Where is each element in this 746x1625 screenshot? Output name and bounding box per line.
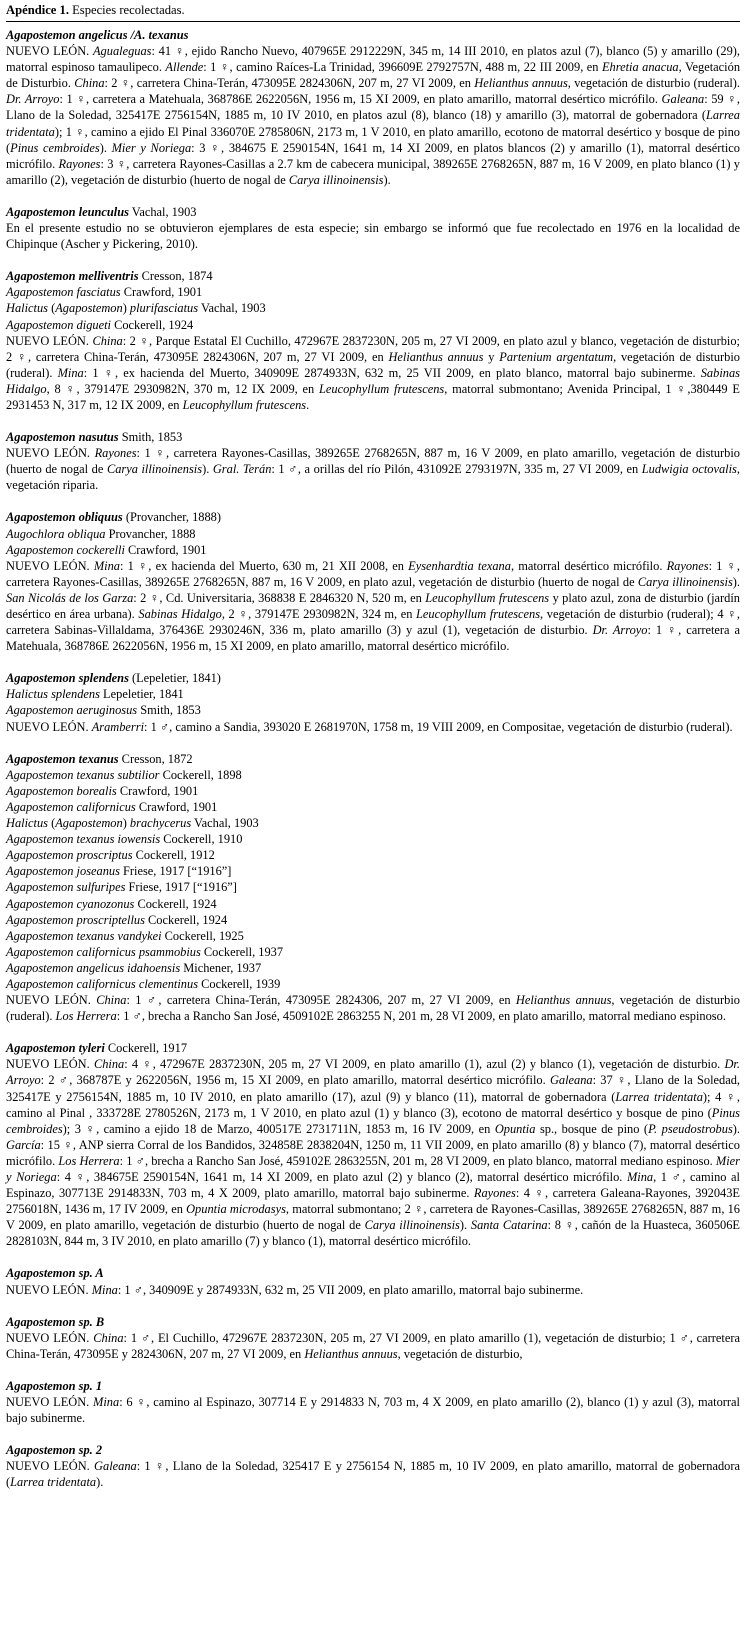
species-entry <box>6 429 740 493</box>
species-entry <box>6 1442 740 1490</box>
species-heading <box>6 429 740 445</box>
synonym: Agapostemon aeruginosus Smith, 1853 <box>6 703 201 718</box>
appendix-page <box>6 0 740 1507</box>
species-heading <box>6 1378 740 1394</box>
species-name: Agapostemon leunculus <box>6 204 129 219</box>
species-name: Agapostemon angelicus /A. texanus <box>6 28 189 42</box>
species-name: Agapostemon nasutus <box>6 430 119 445</box>
collection-records: NUEVO LEÓN. China: 2 ♀, Parque Estatal El Cuchillo, 472967E 2837230N, 205 m, 27 VI 2009, en plato azul y blanco, vegetación de disturbio; 2 ♀, carretera China-Terán, 473095E 2824306N, 207 m, 27 VI 2009, en Helianthus annuus y Partenium argentatum, vegetación de disturbio (ruderal). Mina: 1 ♀, ex hacienda del Muerto, 340909E 2874933N, 632 m, 25 VII 2009, en plato blanco, matorral bajo subinerme. Sabinas Hidalgo, 8 ♀, 379147E 2930982N, 370 m, 12 IX 2009, en Leucophyllum frutescens, matorral submontano; Avenida Principal, 1 ♀,380449 E 2931453 N, 317 m, 12 IX 2009, en Leucophyllum frutescens. <box>6 333 741 412</box>
species-name: Agapostemon tyleri <box>6 1041 105 1056</box>
species-author: Vachal, 1903 <box>128 204 197 219</box>
species-author: Smith, 1853 <box>118 430 183 445</box>
species-entry <box>6 1314 740 1362</box>
collection-records: NUEVO LEÓN. Agualeguas: 41 ♀, ejido Rancho Nuevo, 407965E 2912229N, 345 m, 14 III 2010, en platos azul (7), blanco (5) y amarillo (29), matorral espinoso tamaulipeco. Allende: 1 ♀, camino Raíces-La Trinidad, 396609E 2792757N, 488 m, 22 III 2009, en Ehretia anacua, Vegetación de Disturbio. China: 2 ♀, carretera China-Terán, 473095E 2824306N, 207 m, 27 VI 2009, en Helianthus annuus, vegetación de disturbio (ruderal). Dr. Arroyo: 1 ♀, carretera a Matehuala, 368786E 2622056N, 1956 m, 15 XI 2009, en plato amarillo, matorral desértico micrófilo. Galeana: 59 ♀, Llano de la Soledad, 325417E 2756154N, 1885 m, 10 IV 2010, en platos azul (8), blanco (18) y amarillo (3), matorral de gobernadora (Larrea tridentata); 1 ♀, camino a ejido El Pinal 336070E 2785806N, 2173 m, 1 V 2010, en plato amarillo, ecotono de matorral desértico y bosque de pino (Pinus cembroides). Mier y Noriega: 3 ♀, 384675 E 2590154N, 1641 m, 14 XI 2009, en platos blancos (2) y amarillo (1), matorral desértico micrófilo. Rayones: 3 ♀, carretera Rayones-Casillas a 2.7 km de cabecera municipal, 389265E 2768265N, 887 m, 16 V 2009, en plato blanco (1) y amarillo (2), vegetación de disturbio (huerto de nogal de Carya illinoinensis). <box>6 44 741 187</box>
collection-records: NUEVO LEÓN. Aramberri: 1 ♂, camino a Sandia, 393020 E 2681970N, 1758 m, 19 VIII 2009, en Compositae, vegetación de disturbio (ruderal). <box>6 719 733 734</box>
synonym: Agapostemon texanus iowensis Cockerell, 1910 <box>6 832 243 847</box>
title-rule <box>6 21 740 22</box>
species-entry <box>6 670 740 734</box>
synonym: Agapostemon texanus subtilior Cockerell, 1898 <box>6 767 242 782</box>
species-heading <box>6 751 740 767</box>
synonym: Agapostemon borealis Crawford, 1901 <box>6 783 199 798</box>
species-entry <box>6 268 740 413</box>
species-heading <box>6 27 740 43</box>
species-name: Agapostemon sp. 1 <box>6 1378 103 1393</box>
species-name: Agapostemon obliquus <box>6 510 123 525</box>
synonym: Agapostemon californicus Crawford, 1901 <box>6 799 218 814</box>
collection-records: NUEVO LEÓN. China: 1 ♂, carretera China-Terán, 473095E 2824306, 207 m, 27 VI 2009, en Helianthus annuus, vegetación de disturbio (ruderal). Los Herrera: 1 ♂, brecha a Rancho San José, 4509102E 2863255 N, 201 m, 28 VI 2009, en plato amarillo, matorral mediano espinoso. <box>6 993 740 1024</box>
species-entry <box>6 204 740 252</box>
species-heading <box>6 204 740 220</box>
synonym: Agapostemon joseanus Friese, 1917 [“1916”] <box>6 864 232 879</box>
species-name: Agapostemon splendens <box>6 671 129 686</box>
species-heading <box>6 268 740 284</box>
synonym: Agapostemon proscriptellus Cockerell, 1924 <box>6 912 228 927</box>
species-author: (Lepeletier, 1841) <box>128 671 221 686</box>
species-name: Agapostemon sp. A <box>6 1266 104 1281</box>
species-author: (Provancher, 1888) <box>122 510 221 525</box>
species-name: Agapostemon texanus <box>6 751 119 766</box>
synonym: Augochlora obliqua Provancher, 1888 <box>6 526 196 541</box>
synonym: Halictus (Agapostemon) brachycerus Vachal, 1903 <box>6 816 259 831</box>
species-heading <box>6 1314 740 1330</box>
species-entry <box>6 509 740 654</box>
collection-records: NUEVO LEÓN. Mina: 1 ♀, ex hacienda del Muerto, 630 m, 21 XII 2008, en Eysenhardtia texana, matorral desértico micrófilo. Rayones: 1 ♀, carretera Rayones-Casillas, 389265E 2768265N, 887 m, 16 V 2009, en plato azul, vegetación de disturbio (huerto de nogal de Carya illinoinensis). San Nicolás de los Garza: 2 ♀, Cd. Universitaria, 368838 E 2846320 N, 520 m, en Leucophyllum frutescens y plato azul, zona de disturbio (jardín desértico en área urbana). Sabinas Hidalgo, 2 ♀, 379147E 2930982N, 324 m, en Leucophyllum frutescens, vegetación de disturbio (ruderal); 4 ♀, carretera Sabinas-Villaldama, 376436E 2930246N, 336 m, plato amarillo (3) y azul (1), vegetación de disturbio. Dr. Arroyo: 1 ♀, carretera a Matehuala, 368786E 2622056N, 1956 m, 15 XI 2009, en plato amarillo, matorral desértico micrófilo. <box>6 558 741 654</box>
species-heading <box>6 509 740 525</box>
species-name: Agapostemon sp. B <box>6 1314 105 1329</box>
species-heading <box>6 1442 740 1458</box>
species-author: Cockerell, 1917 <box>104 1041 188 1056</box>
synonym: Agapostemon fasciatus Crawford, 1901 <box>6 285 203 300</box>
synonym: Agapostemon angelicus idahoensis Michener, 1937 <box>6 960 262 975</box>
synonym: Agapostemon texanus vandykei Cockerell, 1925 <box>6 928 244 943</box>
synonym: Agapostemon sulfuripes Friese, 1917 [“1916”] <box>6 880 237 895</box>
species-heading <box>6 670 740 686</box>
collection-records: NUEVO LEÓN. Mina: 6 ♀, camino al Espinazo, 307714 E y 2914833 N, 703 m, 4 X 2009, en plato amarillo (2), blanco (1) y azul (3), matorral bajo subinerme. <box>6 1395 740 1426</box>
species-entry <box>6 27 740 188</box>
synonym: Agapostemon californicus psammobius Cockerell, 1937 <box>6 944 284 959</box>
species-entry <box>6 1040 740 1249</box>
species-name: Agapostemon sp. 2 <box>6 1443 103 1458</box>
collection-records: NUEVO LEÓN. Rayones: 1 ♀, carretera Rayones-Casillas, 389265E 2768265N, 887 m, 16 V 2009, en plato amarillo, vegetación de disturbio (huerto de nogal de Carya illinoinensis). Gral. Terán: 1 ♂, a orillas del río Pilón, 431092E 2793197N, 335 m, 27 VI 2009, en Ludwigia octovalis, vegetación riparia. <box>6 446 740 493</box>
collection-records: NUEVO LEÓN. Mina: 1 ♂, 340909E y 2874933N, 632 m, 25 VII 2009, en plato amarillo, matorral bajo subinerme. <box>6 1282 584 1297</box>
species-entry <box>6 1265 740 1297</box>
species-author: Cresson, 1874 <box>138 269 213 284</box>
synonym: Agapostemon proscriptus Cockerell, 1912 <box>6 848 215 863</box>
synonym: Halictus splendens Lepeletier, 1841 <box>6 687 184 702</box>
synonym: Agapostemon californicus clementinus Cockerell, 1939 <box>6 976 281 991</box>
appendix-title-text: Especies recolectadas. <box>68 3 185 17</box>
species-heading <box>6 1040 740 1056</box>
collection-records: En el presente estudio no se obtuvieron ejemplares de esta especie; sin embargo se informó que fue recolectado en 1976 en la localidad de Chipinque (Ascher y Pickering, 2010). <box>6 221 740 252</box>
species-heading <box>6 1265 740 1281</box>
species-author: Cresson, 1872 <box>118 751 193 766</box>
appendix-title-label: Apéndice 1. <box>6 3 69 17</box>
species-list <box>6 27 740 1491</box>
collection-records: NUEVO LEÓN. China: 4 ♀, 472967E 2837230N, 205 m, 27 VI 2009, en plato amarillo (1), azul (2) y blanco (1), vegetación de disturbio. Dr. Arroyo: 2 ♂, 368787E y 2622056N, 1956 m, 15 XI 2009, en plato amarillo, matorral desértico micrófilo. Galeana: 37 ♀, Llano de la Soledad, 325417E y 2756154N, 1885 m, 10 IV 2010, en plato amarillo (17), azul (9) y blanco (11), matorral de gobernadora (Larrea tridentata); 4 ♀, camino al Pinal , 333728E 2780526N, 2173 m, 1 V 2010, en plato azul (1) y blanco (3), ecotono de matorral desértico y bosque de pino (Pinus cembroides); 3 ♀, camino a ejido 18 de Marzo, 400517E 2731711N, 1853 m, 16 IV 2009, en Opuntia sp., bosque de pino (P. pseudostrobus). García: 15 ♀, ANP sierra Corral de los Bandidos, 324858E 2838204N, 1250 m, 11 VII 2009, en plato amarillo (8) y blanco (7), matorral desértico micrófilo. Los Herrera: 1 ♂, brecha a Rancho San José, 459102E 2863255N, 201 m, 28 VI 2009, en plato blanco, matorral mediano espinoso. Mier y Noriega: 4 ♀, 384675E 2590154N, 1641 m, 14 XI 2009, en plato azul (2) y blanco (2), matorral desértico micrófilo. Mina, 1 ♂, camino al Espinazo, 307713E 2914833N, 703 m, 4 X 2009, plato amarillo, matorral bajo subinerme. Rayones: 4 ♀, carretera Galeana-Rayones, 392043E 2756018N, 1436 m, 17 IV 2009, en Opuntia microdasys, matorral submontano; 2 ♀, carretera de Rayones-Casillas, 389265E 2768265N, 887 m, 16 V 2009, en plato amarillo, vegetación de disturbio (huerto de nogal de Carya illinoinensis). Santa Catarina: 8 ♀, cañón de la Huasteca, 360506E 2828103N, 844 m, 3 IV 2010, en plato amarillo (7) y blanco (1), matorral desértico micrófilo. <box>6 1057 741 1249</box>
appendix-title <box>6 0 740 18</box>
synonym: Agapostemon cyanozonus Cockerell, 1924 <box>6 896 217 911</box>
species-name: Agapostemon melliventris <box>6 269 139 284</box>
synonym: Agapostemon cockerelli Crawford, 1901 <box>6 542 207 557</box>
collection-records: NUEVO LEÓN. Galeana: 1 ♀, Llano de la Soledad, 325417 E y 2756154 N, 1885 m, 10 IV 2009, en plato amarillo, matorral de gobernadora (Larrea tridentata). <box>6 1459 740 1490</box>
species-entry <box>6 1378 740 1426</box>
species-entry <box>6 751 740 1025</box>
collection-records: NUEVO LEÓN. China: 1 ♂, El Cuchillo, 472967E 2837230N, 205 m, 27 VI 2009, en plato amarillo (1), vegetación de disturbio; 1 ♂, carretera China-Terán, 473095E y 2824306N, 207 m, 27 VI 2009, en Helianthus annuus, vegetación de disturbio, <box>6 1330 740 1361</box>
synonym: Halictus (Agapostemon) plurifasciatus Vachal, 1903 <box>6 301 266 316</box>
synonym: Agapostemon digueti Cockerell, 1924 <box>6 317 194 332</box>
